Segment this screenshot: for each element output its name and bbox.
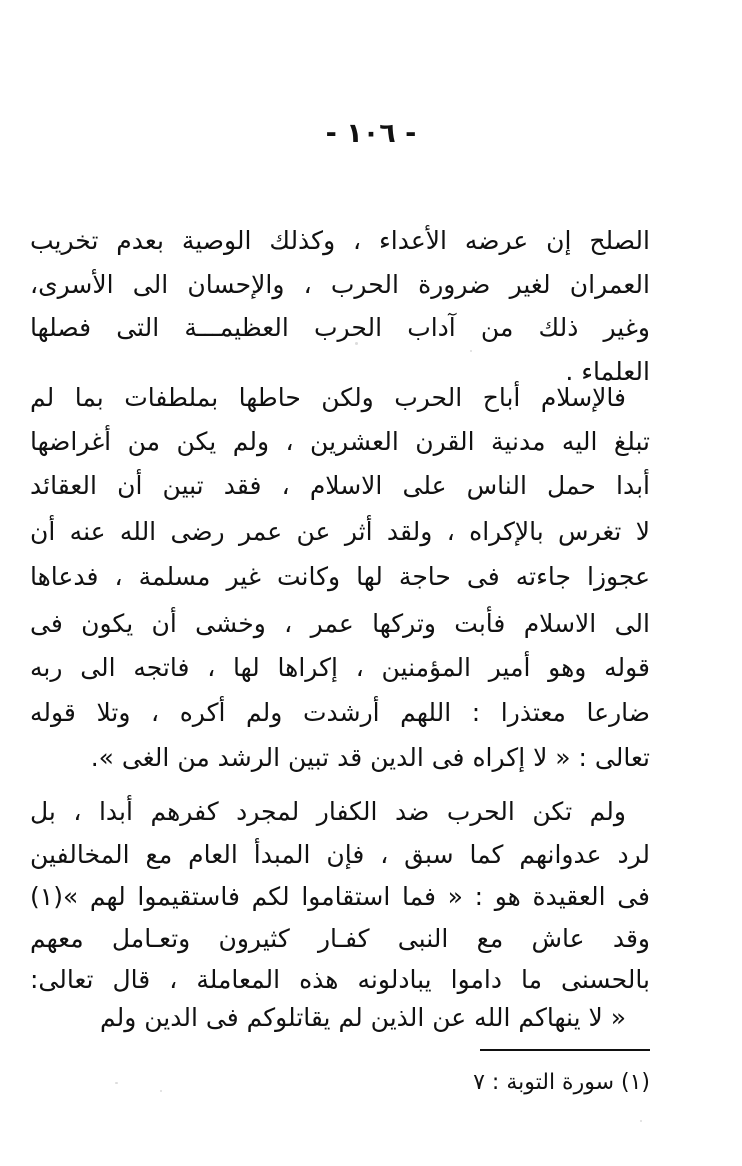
- text-line: لا تغرس بالإكراه ، ولقد أثر عن عمر رضى الله عنه أن: [30, 517, 650, 546]
- text-line: فالإسلام أباح الحرب ولكن حاطها بملطفات بما لم: [30, 383, 626, 412]
- text-line: أبدا حمل الناس على الاسلام ، فقد تبين أن العقائد: [30, 471, 650, 500]
- text-line: وغير ذلك من آداب الحرب العظيمـــة التى فصلها: [30, 313, 650, 342]
- text-line: بالحسنى ما داموا يبادلونه هذه المعاملة ، قال تعالى:: [30, 965, 650, 994]
- text-line: « لا ينهاكم الله عن الذين لم يقاتلوكم فى الدين ولم: [99, 1003, 626, 1032]
- footnote: (١) سورة التوبة : ٧: [473, 1070, 650, 1095]
- text-line: العمران لغير ضرورة الحرب ، والإحسان الى الأسرى،: [30, 270, 650, 299]
- scan-speck: [160, 1090, 162, 1092]
- text-line: تعالى : « لا إكراه فى الدين قد تبين الرشد من الغى ».: [90, 743, 650, 772]
- text-line: العلماء .: [565, 357, 650, 386]
- text-line: قوله وهو أمير المؤمنين ، إكراها لها ، فاتجه الى ربه: [30, 653, 650, 682]
- text-line: عجوزا جاءته فى حاجة لها وكانت غير مسلمة ، فدعاها: [30, 562, 650, 591]
- text-line: فى العقيدة هو : « فما استقاموا لكم فاستقيموا لهم »(١): [30, 882, 650, 911]
- scan-speck: [640, 1120, 642, 1122]
- text-line: وقد عاش مع النبى كفـار كثيرون وتعـامل معهم: [30, 924, 650, 953]
- text-line: الصلح إن عرضه الأعداء ، وكذلك الوصية بعدم تخريب: [30, 226, 650, 255]
- footnote-divider: [480, 1049, 650, 1051]
- scan-speck: [355, 342, 358, 345]
- text-line: تبلغ اليه مدنية القرن العشرين ، ولم يكن من أغراضها: [30, 427, 650, 456]
- text-line: ولم تكن الحرب ضد الكفار لمجرد كفرهم أبدا ، بل: [30, 797, 626, 826]
- scan-speck: [115, 1082, 118, 1084]
- text-line: الى الاسلام فأبت وتركها عمر ، وخشى أن يكون فى: [30, 609, 650, 638]
- scan-speck: [470, 350, 472, 352]
- page-number: - ١٠٦ -: [325, 118, 417, 149]
- text-line: ضارعا معتذرا : اللهم أرشدت ولم أكره ، وتلا قوله: [30, 698, 650, 727]
- text-line: لرد عدوانهم كما سبق ، فإن المبدأ العام مع المخالفين: [30, 840, 650, 869]
